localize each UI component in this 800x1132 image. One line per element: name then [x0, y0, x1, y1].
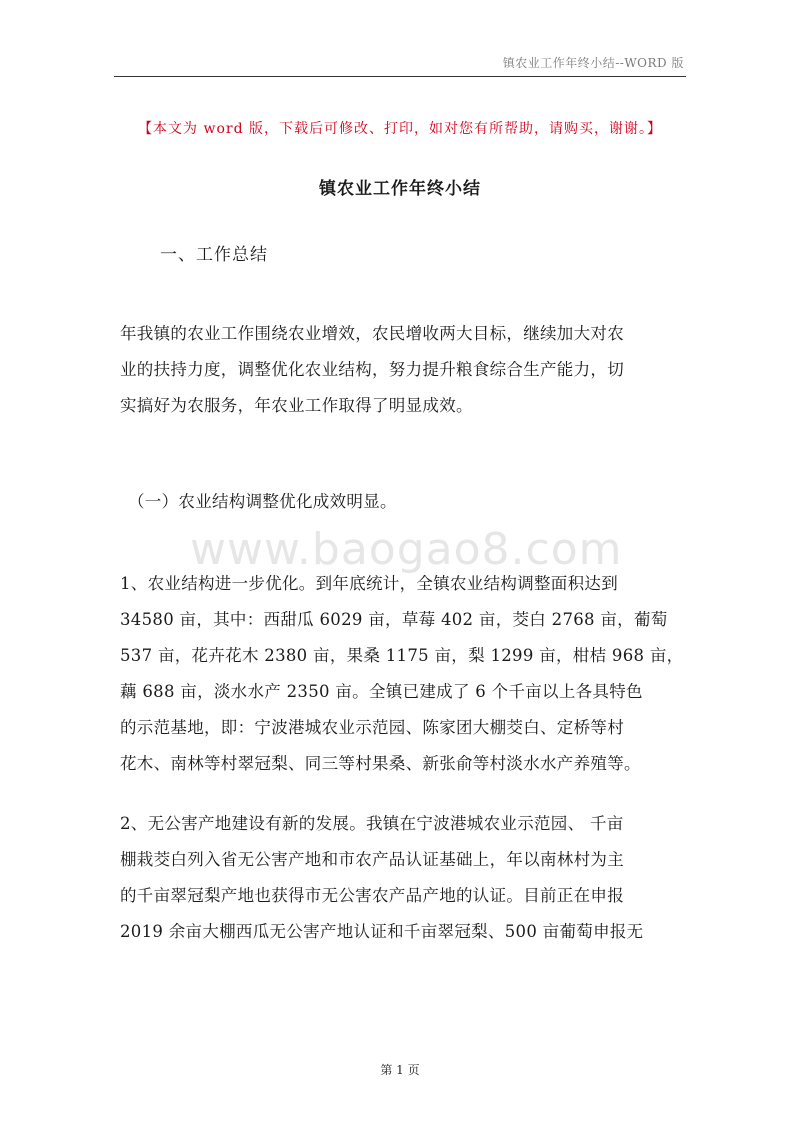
paragraph-line: 实搞好为农服务，年农业工作取得了明显成效。: [120, 396, 473, 415]
header-divider: [114, 76, 686, 77]
paragraph-line: 年我镇的农业工作围绕农业增效，农民增收两大目标，继续加大对农: [120, 324, 624, 343]
paragraph-line: 34580 亩，其中：西甜瓜 6029 亩，草莓 402 亩，茭白 2768 亩，葡萄: [120, 610, 668, 629]
subsection-heading: [128, 484, 690, 520]
paragraph-line: 藕 688 亩，淡水水产 2350 亩。全镇已建成了 6 个千亩以上各具特色: [120, 682, 643, 701]
watermark-text: www.baogao8.com: [190, 524, 623, 575]
paragraph-line: 2019 余亩大棚西瓜无公害产地认证和千亩翠冠梨、500 亩葡萄申报无: [120, 922, 644, 941]
paragraph-structure: [120, 566, 682, 782]
paragraph-line: 537 亩，花卉花木 2380 亩，果桑 1175 亩，梨 1299 亩，柑桔 968 亩，: [120, 646, 684, 665]
paragraph-line: 棚栽茭白列入省无公害产地和市农产品认证基础上，年以南林村为主: [120, 850, 624, 869]
paragraph-line: 1、农业结构进一步优化。到年底统计，全镇农业结构调整面积达到: [120, 574, 618, 593]
paragraph-pollution-free: [120, 806, 682, 950]
page-number: 第 1 页: [380, 1063, 420, 1077]
paragraph-line: 2、无公害产地建设有新的发展。我镇在宁波港城农业示范园、 千亩: [120, 814, 624, 833]
document-title: 镇农业工作年终小结: [319, 179, 481, 199]
purchase-notice: 【本文为 word 版，下载后可修改、打印，如对您有所帮助，请购买，谢谢。】: [138, 121, 662, 137]
paragraph-line: （一）农业结构调整优化成效明显。: [128, 492, 397, 511]
paragraph-line: 的示范基地，即：宁波港城农业示范园、陈家团大棚茭白、定桥等村: [120, 718, 624, 737]
paragraph-line: 花木、南林等村翠冠梨、同三等村果桑、新张俞等村淡水水产养殖等。: [120, 754, 641, 773]
paragraph-line: 业的扶持力度，调整优化农业结构，努力提升粮食综合生产能力，切: [120, 360, 624, 379]
paragraph-line: 的千亩翠冠梨产地也获得市无公害农产品产地的认证。目前正在申报: [120, 886, 624, 905]
running-header: 镇农业工作年终小结--WORD 版: [502, 56, 684, 70]
paragraph-intro: [120, 316, 682, 424]
section-heading: 一、工作总结: [160, 245, 268, 265]
